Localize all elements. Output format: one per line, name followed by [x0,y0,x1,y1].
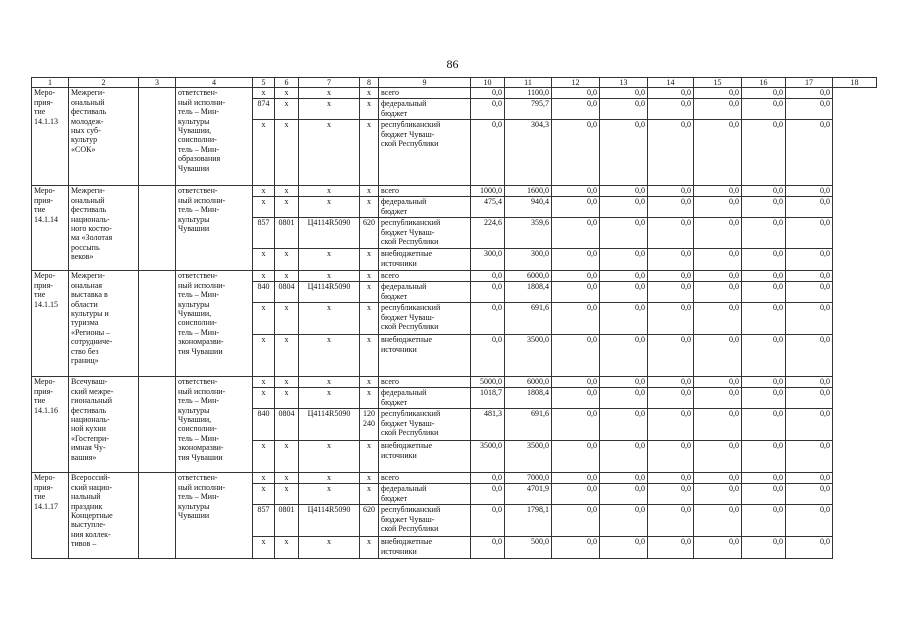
expense-type-code: х [360,249,379,271]
amount-cell: 0,0 [471,335,505,377]
target-article-code: х [299,186,360,197]
amount-cell: 0,0 [742,377,786,388]
funding-source: внебюджетные источники [379,335,471,377]
grbs-code: х [253,473,275,484]
funding-source: республиканский бюджет Чуваш- ской Республики [379,120,471,186]
amount-cell: 0,0 [600,88,648,99]
budget-table [31,77,877,559]
amount-cell: 0,0 [552,377,600,388]
amount-cell: 0,0 [786,441,833,473]
target-article-code: х [299,249,360,271]
column-number-10: 10 [471,78,505,88]
amount-cell: 0,0 [552,335,600,377]
amount-cell: 6000,0 [505,377,552,388]
amount-cell: 1000,0 [471,186,505,197]
amount-cell: 0,0 [742,99,786,120]
expense-type-code: х [360,388,379,409]
amount-cell: 6000,0 [505,271,552,282]
column-number-16: 16 [742,78,786,88]
section-code: х [275,473,299,484]
amount-cell: 0,0 [471,505,505,537]
column-number-15: 15 [694,78,742,88]
column-number-14: 14 [648,78,694,88]
amount-cell: 0,0 [648,218,694,249]
table-row [32,473,877,484]
amount-cell: 0,0 [600,377,648,388]
amount-cell: 0,0 [648,335,694,377]
section-code: х [275,99,299,120]
grbs-code: х [253,388,275,409]
amount-cell: 0,0 [742,505,786,537]
amount-cell: 0,0 [694,473,742,484]
executor: ответствен- ный исполни- тель – Мин- культуры Чувашии, соисполни- тель – Мин- экономразви- тия Чувашии [176,377,253,473]
amount-cell: 0,0 [471,282,505,303]
amount-cell: 0,0 [648,388,694,409]
target-article-code: Ц4114R5090 [299,505,360,537]
amount-cell: 0,0 [648,409,694,441]
amount-cell: 0,0 [694,120,742,186]
amount-cell: 224,6 [471,218,505,249]
funding-source: всего [379,473,471,484]
amount-cell: 0,0 [552,249,600,271]
measure-number: Меро- прия- тие 14.1.15 [32,271,69,377]
amount-cell: 0,0 [552,197,600,218]
amount-cell: 0,0 [786,282,833,303]
amount-cell: 795,7 [505,99,552,120]
expense-type-code: х [360,441,379,473]
grbs-code: х [253,271,275,282]
amount-cell: 0,0 [694,99,742,120]
funding-source: федеральный бюджет [379,99,471,120]
column-number-1: 1 [32,78,69,88]
amount-cell: 0,0 [786,335,833,377]
column-number-12: 12 [552,78,600,88]
amount-cell: 300,0 [505,249,552,271]
measure-name: Межреги- ональный фестиваль молодеж- ных суб- культур «СОК» [69,88,139,186]
expense-type-code: х [360,537,379,559]
amount-cell: 0,0 [471,303,505,335]
funding-source: всего [379,377,471,388]
target-article-code: х [299,441,360,473]
amount-cell: 0,0 [600,473,648,484]
amount-cell: 3500,0 [505,335,552,377]
expense-type-code: 620 [360,505,379,537]
amount-cell: 0,0 [600,218,648,249]
section-code: х [275,120,299,186]
section-code: х [275,88,299,99]
amount-cell: 0,0 [786,473,833,484]
column-number-13: 13 [600,78,648,88]
amount-cell: 0,0 [600,282,648,303]
grbs-code: 857 [253,218,275,249]
grbs-code: 840 [253,282,275,303]
amount-cell: 359,6 [505,218,552,249]
amount-cell: 0,0 [786,249,833,271]
grbs-code: х [253,484,275,505]
table-row [32,377,877,388]
amount-cell: 0,0 [742,271,786,282]
amount-cell: 0,0 [600,186,648,197]
executor: ответствен- ный исполни- тель – Мин- культуры Чувашии, соисполни- тель – Мин- образования Чувашии [176,88,253,186]
col3-cell [139,473,176,559]
funding-source: внебюджетные источники [379,537,471,559]
funding-source: всего [379,271,471,282]
col3-cell [139,88,176,186]
amount-cell: 0,0 [600,388,648,409]
target-article-code: х [299,99,360,120]
table-row [32,271,877,282]
amount-cell: 0,0 [552,473,600,484]
amount-cell: 0,0 [786,197,833,218]
funding-source: федеральный бюджет [379,282,471,303]
amount-cell: 300,0 [471,249,505,271]
grbs-code: х [253,186,275,197]
grbs-code: х [253,249,275,271]
measure-number: Меро- прия- тие 14.1.14 [32,186,69,271]
target-article-code: х [299,388,360,409]
column-number-18: 18 [833,78,877,88]
expense-type-code: х [360,197,379,218]
section-code: 0804 [275,282,299,303]
amount-cell: 0,0 [786,388,833,409]
amount-cell: 0,0 [742,249,786,271]
measure-name: Межреги- ональный фестиваль националь- ного костю- ма «Золотая россыпь веков» [69,186,139,271]
section-code: х [275,537,299,559]
amount-cell: 0,0 [600,335,648,377]
column-number-9: 9 [379,78,471,88]
target-article-code: х [299,377,360,388]
amount-cell: 0,0 [786,99,833,120]
amount-cell: 0,0 [552,388,600,409]
amount-cell: 4701,9 [505,484,552,505]
col3-cell [139,186,176,271]
funding-source: всего [379,186,471,197]
funding-source: федеральный бюджет [379,484,471,505]
amount-cell: 0,0 [471,537,505,559]
amount-cell: 0,0 [648,537,694,559]
amount-cell: 0,0 [694,537,742,559]
table-row [32,186,877,197]
section-code: х [275,388,299,409]
grbs-code: х [253,120,275,186]
amount-cell: 1100,0 [505,88,552,99]
amount-cell: 940,4 [505,197,552,218]
amount-cell: 0,0 [600,441,648,473]
section-code: 0801 [275,505,299,537]
amount-cell: 0,0 [600,99,648,120]
grbs-code: 874 [253,99,275,120]
amount-cell: 0,0 [552,537,600,559]
amount-cell: 1808,4 [505,282,552,303]
amount-cell: 0,0 [600,271,648,282]
expense-type-code: х [360,473,379,484]
funding-source: республиканский бюджет Чуваш- ской Республики [379,409,471,441]
amount-cell: 0,0 [552,303,600,335]
amount-cell: 0,0 [694,388,742,409]
amount-cell: 0,0 [552,88,600,99]
funding-source: внебюджетные источники [379,441,471,473]
amount-cell: 0,0 [552,218,600,249]
amount-cell: 0,0 [742,441,786,473]
amount-cell: 0,0 [694,218,742,249]
target-article-code: х [299,537,360,559]
amount-cell: 0,0 [552,282,600,303]
executor: ответствен- ный исполни- тель – Мин- культуры Чувашии [176,473,253,559]
section-code: х [275,249,299,271]
amount-cell: 0,0 [742,282,786,303]
target-article-code: Ц4114R5090 [299,282,360,303]
expense-type-code: х [360,120,379,186]
amount-cell: 691,6 [505,409,552,441]
amount-cell: 0,0 [600,484,648,505]
amount-cell: 0,0 [471,484,505,505]
amount-cell: 0,0 [648,303,694,335]
target-article-code: Ц4114R5090 [299,409,360,441]
amount-cell: 1808,4 [505,388,552,409]
amount-cell: 0,0 [786,120,833,186]
amount-cell: 475,4 [471,197,505,218]
table-body [32,78,877,559]
amount-cell: 0,0 [786,88,833,99]
amount-cell: 0,0 [786,271,833,282]
table-row [32,88,877,99]
amount-cell: 0,0 [694,484,742,505]
target-article-code: х [299,484,360,505]
section-code: х [275,186,299,197]
measure-number: Меро- прия- тие 14.1.13 [32,88,69,186]
amount-cell: 0,0 [694,186,742,197]
measure-number: Меро- прия- тие 14.1.17 [32,473,69,559]
amount-cell: 0,0 [742,186,786,197]
amount-cell: 0,0 [786,505,833,537]
amount-cell: 0,0 [648,505,694,537]
expense-type-code: х [360,282,379,303]
column-number-3: 3 [139,78,176,88]
amount-cell: 0,0 [742,335,786,377]
amount-cell: 3500,0 [505,441,552,473]
section-code: х [275,197,299,218]
col3-cell [139,271,176,377]
measure-name: Всероссий- ский нацио- нальный праздник Концертные выступле- ния коллек- тивов – [69,473,139,559]
amount-cell: 0,0 [786,303,833,335]
column-number-5: 5 [253,78,275,88]
amount-cell: 0,0 [648,249,694,271]
amount-cell: 0,0 [471,120,505,186]
amount-cell: 304,3 [505,120,552,186]
expense-type-code: х [360,99,379,120]
amount-cell: 0,0 [648,186,694,197]
target-article-code: Ц4114R5090 [299,218,360,249]
grbs-code: х [253,303,275,335]
target-article-code: х [299,120,360,186]
amount-cell: 0,0 [471,271,505,282]
amount-cell: 0,0 [471,88,505,99]
amount-cell: 3500,0 [471,441,505,473]
grbs-code: х [253,335,275,377]
amount-cell: 0,0 [600,537,648,559]
amount-cell: 0,0 [786,409,833,441]
expense-type-code: х [360,271,379,282]
amount-cell: 0,0 [742,409,786,441]
amount-cell: 0,0 [600,120,648,186]
amount-cell: 0,0 [552,505,600,537]
grbs-code: х [253,441,275,473]
amount-cell: 0,0 [694,282,742,303]
funding-source: федеральный бюджет [379,197,471,218]
section-code: х [275,335,299,377]
section-code: х [275,484,299,505]
column-number-11: 11 [505,78,552,88]
amount-cell: 0,0 [552,99,600,120]
amount-cell: 0,0 [648,99,694,120]
column-number-7: 7 [299,78,360,88]
column-number-row [32,78,877,88]
amount-cell: 0,0 [600,303,648,335]
amount-cell: 0,0 [694,409,742,441]
expense-type-code: х [360,88,379,99]
amount-cell: 0,0 [742,218,786,249]
amount-cell: 1018,7 [471,388,505,409]
amount-cell: 0,0 [648,377,694,388]
funding-source: республиканский бюджет Чуваш- ской Республики [379,218,471,249]
amount-cell: 0,0 [600,197,648,218]
amount-cell: 0,0 [694,271,742,282]
section-code: 0804 [275,409,299,441]
section-code: х [275,271,299,282]
amount-cell: 0,0 [648,197,694,218]
measure-name: Всечуваш- ский межре- гиональный фестиваль националь- ной кухни «Гостепри- имная Чу- вашия» [69,377,139,473]
col3-cell [139,377,176,473]
grbs-code: 857 [253,505,275,537]
expense-type-code: 620 [360,218,379,249]
amount-cell: 0,0 [552,484,600,505]
amount-cell: 0,0 [786,484,833,505]
section-code: 0801 [275,218,299,249]
amount-cell: 0,0 [648,441,694,473]
grbs-code: х [253,197,275,218]
amount-cell: 5000,0 [471,377,505,388]
expense-type-code: х [360,303,379,335]
amount-cell: 0,0 [786,537,833,559]
amount-cell: 0,0 [694,88,742,99]
amount-cell: 0,0 [786,186,833,197]
funding-source: всего [379,88,471,99]
target-article-code: х [299,335,360,377]
amount-cell: 0,0 [648,88,694,99]
executor: ответствен- ный исполни- тель – Мин- культуры Чувашии [176,186,253,271]
amount-cell: 0,0 [786,218,833,249]
amount-cell: 1600,0 [505,186,552,197]
section-code: х [275,303,299,335]
amount-cell: 0,0 [742,197,786,218]
column-number-8: 8 [360,78,379,88]
amount-cell: 0,0 [694,441,742,473]
amount-cell: 0,0 [552,441,600,473]
funding-source: республиканский бюджет Чуваш- ской Республики [379,505,471,537]
amount-cell: 0,0 [742,388,786,409]
expense-type-code: х [360,335,379,377]
amount-cell: 0,0 [648,271,694,282]
target-article-code: х [299,197,360,218]
target-article-code: х [299,473,360,484]
amount-cell: 0,0 [552,409,600,441]
amount-cell: 0,0 [742,537,786,559]
amount-cell: 0,0 [694,335,742,377]
amount-cell: 0,0 [742,303,786,335]
target-article-code: х [299,303,360,335]
amount-cell: 0,0 [648,473,694,484]
amount-cell: 0,0 [694,197,742,218]
funding-source: республиканский бюджет Чуваш- ской Республики [379,303,471,335]
amount-cell: 0,0 [552,186,600,197]
section-code: х [275,441,299,473]
amount-cell: 0,0 [742,484,786,505]
executor: ответствен- ный исполни- тель – Мин- культуры Чувашии, соисполни- тель – Мин- экономразви- тия Чувашии [176,271,253,377]
amount-cell: 0,0 [648,120,694,186]
expense-type-code: х [360,484,379,505]
amount-cell: 691,6 [505,303,552,335]
expense-type-code: 120 240 [360,409,379,441]
amount-cell: 0,0 [600,409,648,441]
column-number-4: 4 [176,78,253,88]
amount-cell: 0,0 [742,120,786,186]
target-article-code: х [299,271,360,282]
grbs-code: 840 [253,409,275,441]
amount-cell: 0,0 [648,484,694,505]
amount-cell: 0,0 [742,88,786,99]
page-number: 86 [446,57,459,71]
column-number-2: 2 [69,78,139,88]
grbs-code: х [253,88,275,99]
section-code: х [275,377,299,388]
amount-cell: 0,0 [471,99,505,120]
amount-cell: 0,0 [600,505,648,537]
amount-cell: 0,0 [694,377,742,388]
grbs-code: х [253,537,275,559]
amount-cell: 0,0 [694,303,742,335]
amount-cell: 481,3 [471,409,505,441]
grbs-code: х [253,377,275,388]
amount-cell: 500,0 [505,537,552,559]
expense-type-code: х [360,186,379,197]
amount-cell: 7000,0 [505,473,552,484]
funding-source: внебюджетные источники [379,249,471,271]
amount-cell: 0,0 [786,377,833,388]
measure-name: Межреги- ональная выставка в области культуры и туризма «Регионы – сотрудниче- ство без границ» [69,271,139,377]
amount-cell: 0,0 [694,249,742,271]
amount-cell: 1798,1 [505,505,552,537]
amount-cell: 0,0 [742,473,786,484]
column-number-17: 17 [786,78,833,88]
amount-cell: 0,0 [552,271,600,282]
amount-cell: 0,0 [600,249,648,271]
measure-number: Меро- прия- тие 14.1.16 [32,377,69,473]
amount-cell: 0,0 [552,120,600,186]
target-article-code: х [299,88,360,99]
amount-cell: 0,0 [471,473,505,484]
amount-cell: 0,0 [648,282,694,303]
column-number-6: 6 [275,78,299,88]
expense-type-code: х [360,377,379,388]
amount-cell: 0,0 [694,505,742,537]
funding-source: федеральный бюджет [379,388,471,409]
